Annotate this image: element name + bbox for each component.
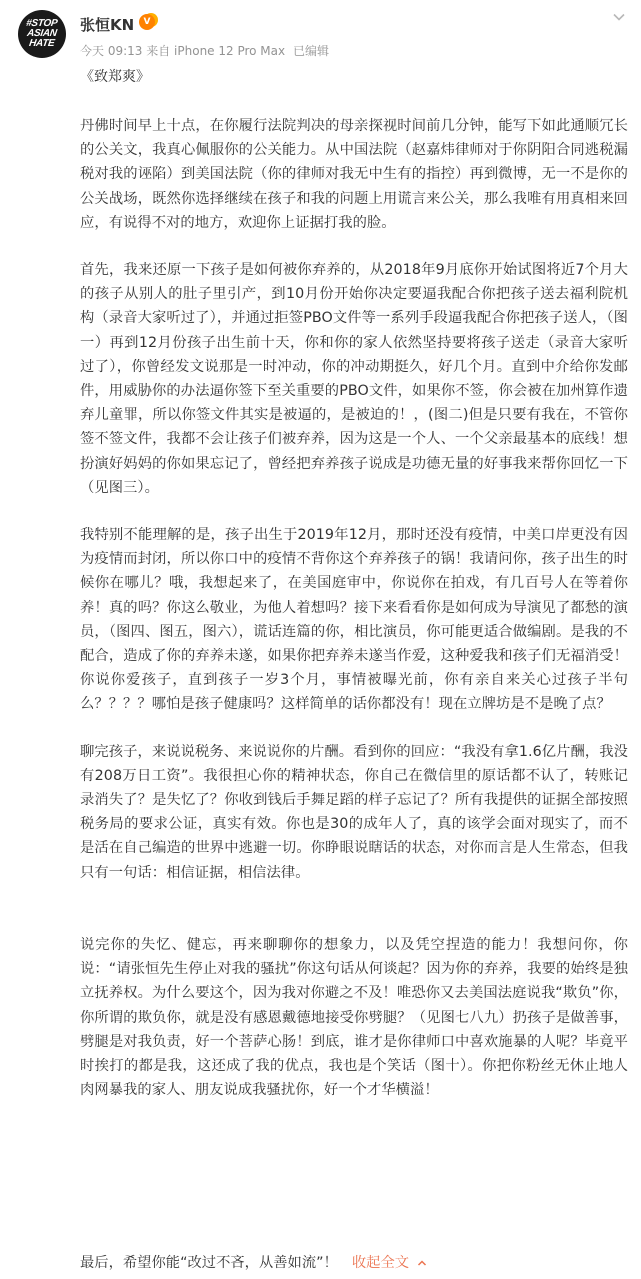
post-header [0, 0, 641, 70]
paragraph-3: 我特别不能理解的是，孩子出生于2019年12月，那时还没有疫情，中美口岸更没有因为疫情而封闭，所以你口中的疫情不背你这个弃养孩子的锅！我请问你，孩子出生的时候你在哪儿？哦，我想起来了，在美国庭审中，你说你在拍戏，有几百号人在等着你养！真的吗？你这么敬业，为他人着想吗？接下来看看你是如何成为导演见了都愁的演员，（图四、图五，图六），谎话连篇的你，相比演员，你可能更适合做编剧。是我的不配合，造成了你的弃养未遂，如果你把弃养未遂当作爱，这种爱我和孩子们无福消受！你说你爱孩子，直到孩子一岁3个月，事情被曝光前，你有亲自来关心过孩子半句么？？？？哪怕是孩子健康吗？这样简单的话你都没有！现在立牌坊是不是晚了点？ [80, 527, 628, 713]
post-meta [80, 42, 329, 59]
avatar[interactable] [18, 10, 66, 58]
chevron-up-icon[interactable] [417, 1258, 427, 1268]
closing-text: 最后，希望你能“改过不吝，从善如流”！ [80, 1255, 338, 1271]
post-time: 今天 09:13 [80, 44, 143, 58]
avatar-text-line-2: ASIAN [26, 28, 58, 39]
edited-label[interactable]: 已编辑 [292, 44, 329, 58]
paragraph-5: 说完你的失忆、健忘，再来聊聊你的想象力，以及凭空捏造的能力！我想问你，你说：“请张恒先生停止对我的骚扰”你这句话从何谈起？因为你的弃养，我要的始终是独立抚养权。为什么要这个，因为我对你避之不及！唯恐你又去美国法庭说我“欺负”你，你所谓的欺负你，就是没有感恩戴德地接受你劈腿？（见图七八九）扔孩子是做善事，劈腿是对我负责，好一个菩萨心肠！到底，谁才是你律师口中喜欢施暴的人呢？毕竟平时挨打的都是我，这还成了我的优点，我也是个笑话（图十）。你把你粉丝无休止地人肉网暴我的家人、朋友说成我骚扰你，好一个才华横溢！ [80, 936, 628, 1099]
avatar-text-line-1: #STOP [25, 18, 59, 29]
post-source: 来自 iPhone 12 Pro Max [146, 44, 286, 58]
post-title: 《致郑爽》 [80, 69, 150, 85]
vip-badge-icon[interactable]: V [139, 14, 155, 30]
collapse-button[interactable]: 收起全文 [351, 1255, 410, 1271]
paragraph-4: 聊完孩子，来说说税务、来说说你的片酬。看到你的回应：“我没有拿1.6亿片酬，我没有208万日工资”。我很担心你的精神状态，你自己在微信里的原话都不认了，转账记录消失了？是失忆了？你收到钱后手舞足蹈的样子忘记了？所有我提供的证据全部按照税务局的要求公证，真实有效。你也是30的成年人了，真的该学会面对现实了，而不是活在自己编造的世界中逃避一切。你睁眼说瞎话的状态，对你而言是人生常态，但我只有一句话：相信证据，相信法律。 [80, 743, 628, 881]
chevron-down-icon[interactable] [612, 10, 626, 24]
closing-line [80, 1252, 628, 1274]
post-body [80, 68, 628, 1102]
username[interactable]: 张恒KN [80, 16, 135, 34]
paragraph-2: 首先，我来还原一下孩子是如何被你弃养的，从2018年9月底你开始试图将近7个月大的孩子从别人的肚子里引产，到10月份开始你决定要逼我配合你把孩子送去福利院机构（录音大家听过了），并通过拒签PBO文件等一系列手段逼我配合你把孩子送人，（图一）再到12月份孩子出生前十天，你和你的家人依然坚持要将孩子送走（录音大家听过了），你曾经发文说那是一时冲动，你的冲动期挺久，好几个月。直到中介给你发邮件，用威胁你的办法逼你签下至关重要的PBO文件，如果你不签，你会被在加州算作遗弃儿童罪，所以你签文件其实是被逼的，是被迫的！，(图二)但是只要有我在，不管你签不签文件，我都不会让孩子们被弃养，因为这是一个人、一个父亲最基本的底线！想扮演好妈妈的你如果忘记了，曾经把弃养孩子说成是功德无量的好事我来帮你回忆一下（见图三）。 [80, 262, 628, 496]
paragraph-1: 丹佛时间早上十点，在你履行法院判决的母亲探视时间前几分钟，能写下如此通顺冗长的公关文，我真心佩服你的公关能力。从中国法院（赵嘉炜律师对于你阴阳合同逃税漏税对我的诬陷）到美国法院（你的律师对我无中生有的指控）再到微博，无一不是你的公关战场，既然你选择继续在孩子和我的问题上用谎言来公关，那么我唯有用真相来回应，有说得不对的地方，欢迎你上证据打我的脸。 [80, 118, 628, 231]
avatar-text-line-3: HATE [28, 38, 56, 49]
